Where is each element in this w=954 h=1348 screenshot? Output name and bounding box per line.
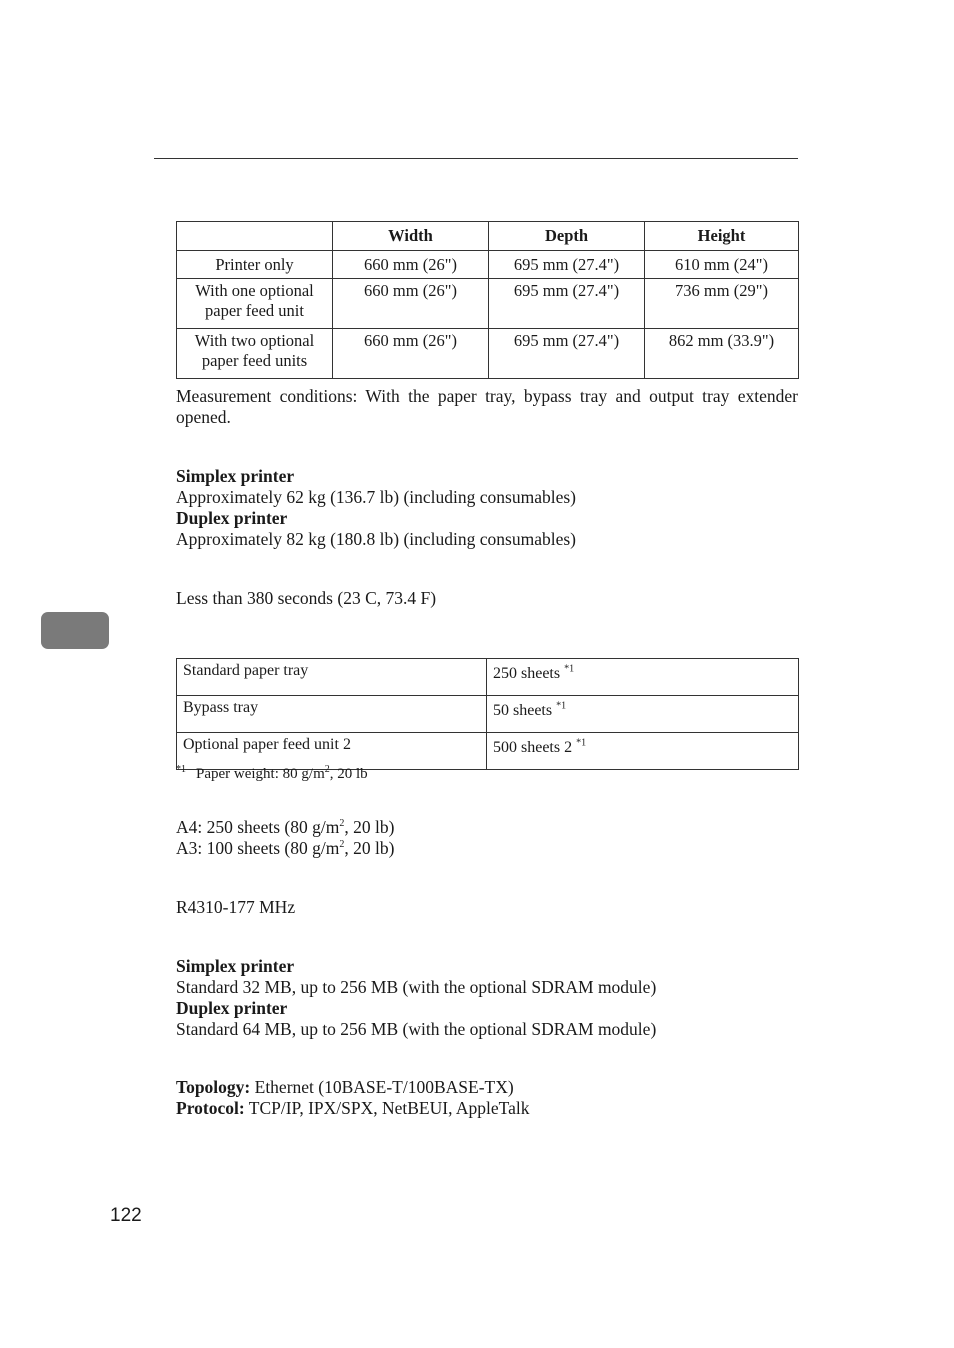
output-capacity-section bbox=[176, 817, 798, 859]
table-row bbox=[177, 279, 799, 329]
tray-name: Bypass tray bbox=[177, 696, 487, 733]
simplex-memory-label: Simplex printer bbox=[176, 956, 295, 976]
memory-section bbox=[176, 956, 798, 1040]
depth-cell: 695 mm (27.4") bbox=[489, 329, 645, 379]
table-row bbox=[177, 659, 799, 696]
protocol-label: Protocol: bbox=[176, 1098, 245, 1118]
table-row bbox=[177, 696, 799, 733]
table-header-row bbox=[177, 222, 799, 251]
table-header-height: Height bbox=[645, 222, 799, 251]
tray-capacity bbox=[487, 733, 799, 770]
topology-value: Ethernet (10BASE-T/100BASE-TX) bbox=[254, 1077, 514, 1097]
duplex-memory-value: Standard 64 MB, up to 256 MB (with the optional SDRAM module) bbox=[176, 1019, 657, 1039]
chapter-tab bbox=[41, 612, 109, 649]
output-text: A3: 100 sheets (80 g/m bbox=[176, 838, 340, 858]
superscript: 2 bbox=[324, 764, 330, 775]
simplex-weight-value: Approximately 62 kg (136.7 lb) (including consumables) bbox=[176, 487, 576, 507]
footnote-ref: *1 bbox=[556, 700, 567, 712]
row-label bbox=[177, 279, 333, 329]
measurement-note: Measurement conditions: With the paper tray, bypass tray and output tray extender opened. bbox=[176, 386, 798, 427]
paper-capacity-table bbox=[176, 658, 799, 770]
table-header-depth: Depth bbox=[489, 222, 645, 251]
network-section bbox=[176, 1077, 798, 1119]
table-row bbox=[177, 251, 799, 279]
tray-capacity bbox=[487, 696, 799, 733]
header-rule bbox=[154, 158, 798, 159]
protocol-line bbox=[176, 1098, 798, 1119]
output-text: A4: 250 sheets (80 g/m bbox=[176, 817, 340, 837]
weight-section bbox=[176, 466, 798, 550]
dimensions-table bbox=[176, 221, 799, 379]
footnote-text: Paper weight: 80 g/m bbox=[196, 766, 325, 782]
protocol-value: TCP/IP, IPX/SPX, NetBEUI, AppleTalk bbox=[248, 1098, 530, 1118]
duplex-weight-value: Approximately 82 kg (180.8 lb) (including consumables) bbox=[176, 529, 576, 549]
height-cell: 610 mm (24") bbox=[645, 251, 799, 279]
page-number: 122 bbox=[110, 1205, 142, 1226]
capacity-value: 50 sheets bbox=[493, 702, 553, 719]
depth-cell: 695 mm (27.4") bbox=[489, 279, 645, 329]
height-cell: 862 mm (33.9") bbox=[645, 329, 799, 379]
tray-name: Optional paper feed unit 2 bbox=[177, 733, 487, 770]
width-cell: 660 mm (26") bbox=[333, 251, 489, 279]
height-cell: 736 mm (29") bbox=[645, 279, 799, 329]
capacity-value: 500 sheets 2 bbox=[493, 739, 573, 756]
simplex-memory-value: Standard 32 MB, up to 256 MB (with the optional SDRAM module) bbox=[176, 977, 657, 997]
warmup-time: Less than 380 seconds (23 C, 73.4 F) bbox=[176, 588, 437, 608]
superscript: 2 bbox=[339, 839, 345, 851]
simplex-weight-label: Simplex printer bbox=[176, 466, 295, 486]
footnote-text: , 20 lb bbox=[329, 766, 368, 782]
capacity-value: 250 sheets bbox=[493, 665, 561, 682]
duplex-memory-label: Duplex printer bbox=[176, 998, 288, 1018]
duplex-weight-label: Duplex printer bbox=[176, 508, 288, 528]
depth-cell: 695 mm (27.4") bbox=[489, 251, 645, 279]
footnote-mark: *1 bbox=[176, 764, 186, 775]
row-label-line: paper feed units bbox=[201, 351, 308, 370]
table-header-empty bbox=[177, 222, 333, 251]
row-label-line: paper feed unit bbox=[205, 301, 304, 320]
width-cell: 660 mm (26") bbox=[333, 329, 489, 379]
tray-capacity bbox=[487, 659, 799, 696]
width-cell: 660 mm (26") bbox=[333, 279, 489, 329]
tray-name: Standard paper tray bbox=[177, 659, 487, 696]
output-text: , 20 lb) bbox=[344, 817, 395, 837]
cpu-spec: R4310-177 MHz bbox=[176, 897, 296, 917]
table-header-width: Width bbox=[333, 222, 489, 251]
row-label-line: With one optional bbox=[195, 281, 314, 300]
table-footnote bbox=[176, 760, 368, 784]
output-capacity-line bbox=[176, 838, 798, 859]
footnote-ref: *1 bbox=[576, 737, 587, 749]
superscript: 2 bbox=[339, 818, 345, 830]
table-row bbox=[177, 329, 799, 379]
row-label-line: With two optional bbox=[194, 331, 315, 350]
row-label: Printer only bbox=[177, 251, 333, 279]
footnote-ref: *1 bbox=[564, 663, 575, 675]
output-text: , 20 lb) bbox=[344, 838, 395, 858]
topology-line bbox=[176, 1077, 798, 1098]
topology-label: Topology: bbox=[176, 1077, 251, 1097]
row-label bbox=[177, 329, 333, 379]
output-capacity-line bbox=[176, 817, 798, 838]
